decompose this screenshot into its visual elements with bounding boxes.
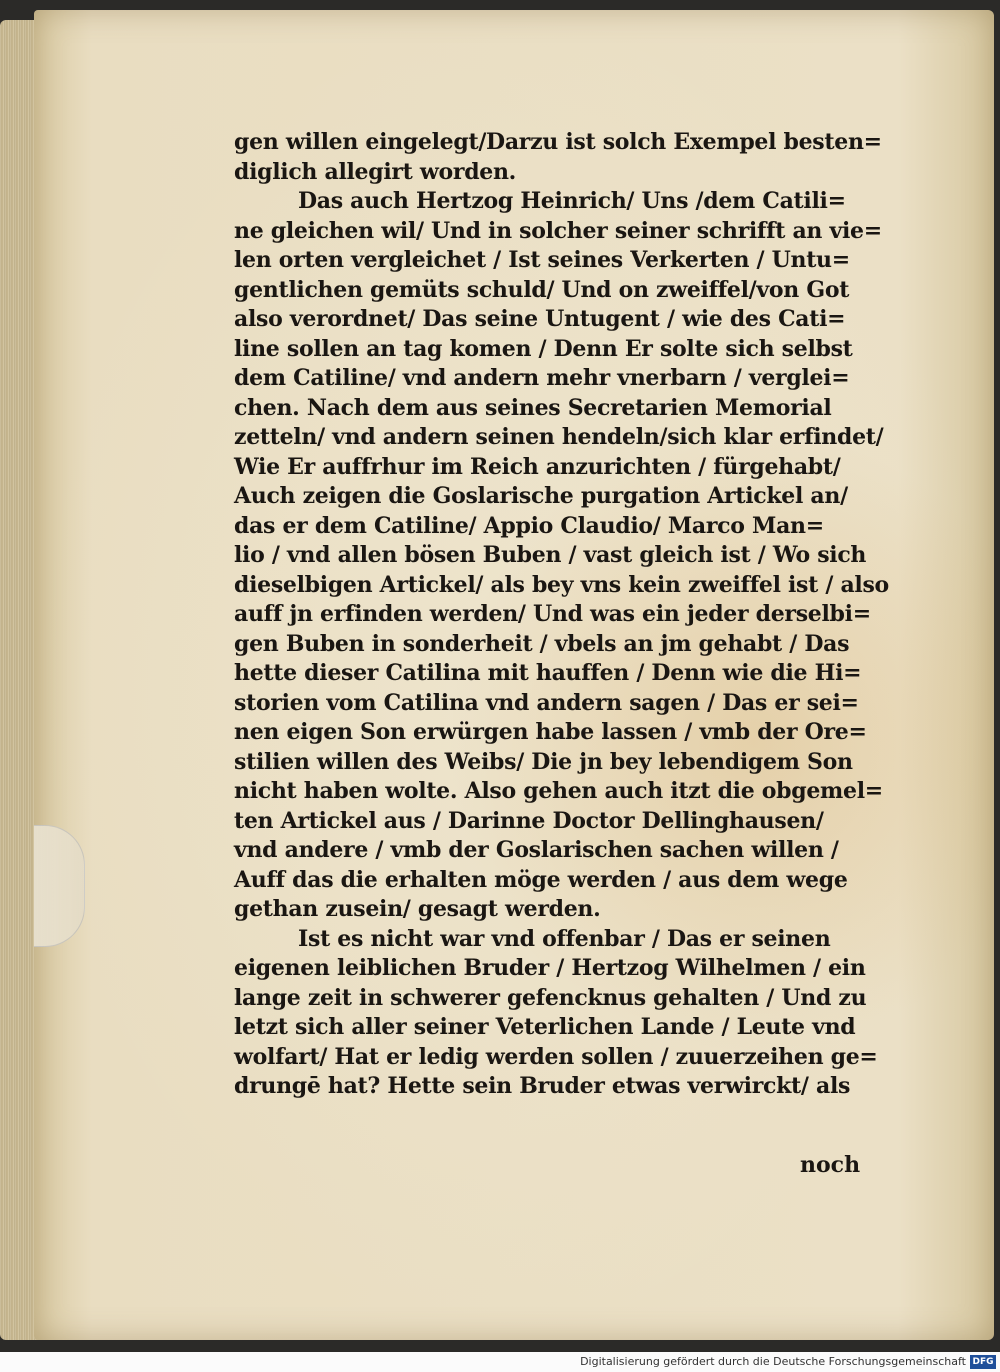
text-line: storien vom Catilina vnd andern sagen / Das er sei=: [234, 689, 859, 716]
text-line: Ist es nicht war vnd offenbar / Das er seinen: [298, 925, 831, 952]
text-line: dem Catiline/ vnd andern mehr vnerbarn / verglei=: [234, 365, 850, 391]
text-line: wolfart/ Hat er ledig werden sollen / zuuerzeihen ge=: [234, 1043, 878, 1070]
text-line: Auch zeigen die Goslarische purgation Artickel an/: [234, 483, 848, 509]
text-line: gethan zusein/ gesagt werden.: [234, 896, 601, 922]
text-line: nicht haben wolte. Also gehen auch itzt die obgemel=: [234, 778, 883, 804]
text-line: lange zeit in schwerer gefencknus gehalten / Und zu: [234, 984, 867, 1011]
text-line: ne gleichen wil/ Und in solcher seiner schrifft an vie=: [234, 217, 882, 244]
text-line: len orten vergleichet / Ist seines Verkerten / Untu=: [234, 247, 850, 273]
funding-credit: Digitalisierung gefördert durch die Deutsche Forschungsgemeinschaft: [580, 1355, 966, 1368]
text-line: Das auch Hertzog Heinrich/ Uns /dem Catili=: [298, 188, 846, 214]
text-line: das er dem Catiline/ Appio Claudio/ Marco Man=: [234, 512, 824, 539]
text-line: ten Artickel aus / Darinne Doctor Dellinghausen/: [234, 807, 824, 834]
text-line: gentlichen gemüts schuld/ Und on zweiffel/von Got: [234, 276, 850, 303]
catchword: noch: [800, 1152, 861, 1178]
text-line: gen willen eingelegt/Darzu ist solch Exempel besten=: [234, 129, 882, 155]
text-line: Auff das die erhalten möge werden / aus dem wege: [234, 866, 848, 893]
dfg-logo-icon: DFG: [970, 1355, 996, 1369]
text-line: line sollen an tag komen / Denn Er solte sich selbst: [234, 335, 853, 362]
text-line: nen eigen Son erwürgen habe lassen / vmb der Ore=: [234, 719, 867, 745]
text-line: drungē hat? Hette sein Bruder etwas verwirckt/ als: [234, 1073, 851, 1099]
text-line: letzt sich aller seiner Veterlichen Lande / Leute vnd: [234, 1014, 856, 1040]
text-line: zetteln/ vnd andern seinen hendeln/sich klar erfindet/: [234, 424, 884, 450]
text-line: auff jn erfinden werden/ Und was ein jeder derselbi=: [234, 601, 871, 627]
page-clip: [34, 825, 85, 947]
text-line: diglich allegirt worden.: [234, 158, 517, 185]
text-line: hette dieser Catilina mit hauffen / Denn wie die Hi=: [234, 660, 862, 686]
footer-bar: [0, 1352, 1000, 1372]
text-line: lio / vnd allen bösen Buben / vast gleich ist / Wo sich: [234, 542, 867, 568]
text-line: vnd andere / vmb der Goslarischen sachen willen /: [234, 837, 839, 863]
text-line: stilien willen des Weibs/ Die jn bey lebendigem Son: [234, 748, 853, 775]
text-line: also verordnet/ Das seine Untugent / wie des Cati=: [234, 306, 846, 332]
text-line: eigenen leiblichen Bruder / Hertzog Wilhelmen / ein: [234, 955, 866, 981]
text-line: dieselbigen Artickel/ als bey vns kein zweiffel ist / also: [234, 571, 889, 598]
text-line: chen. Nach dem aus seines Secretarien Memorial: [234, 394, 832, 421]
page-text-block: [234, 128, 889, 1102]
text-line: gen Buben in sonderheit / vbels an jm gehabt / Das: [234, 630, 850, 657]
text-line: Wie Er auffrhur im Reich anzurichten / fürgehabt/: [234, 453, 841, 480]
